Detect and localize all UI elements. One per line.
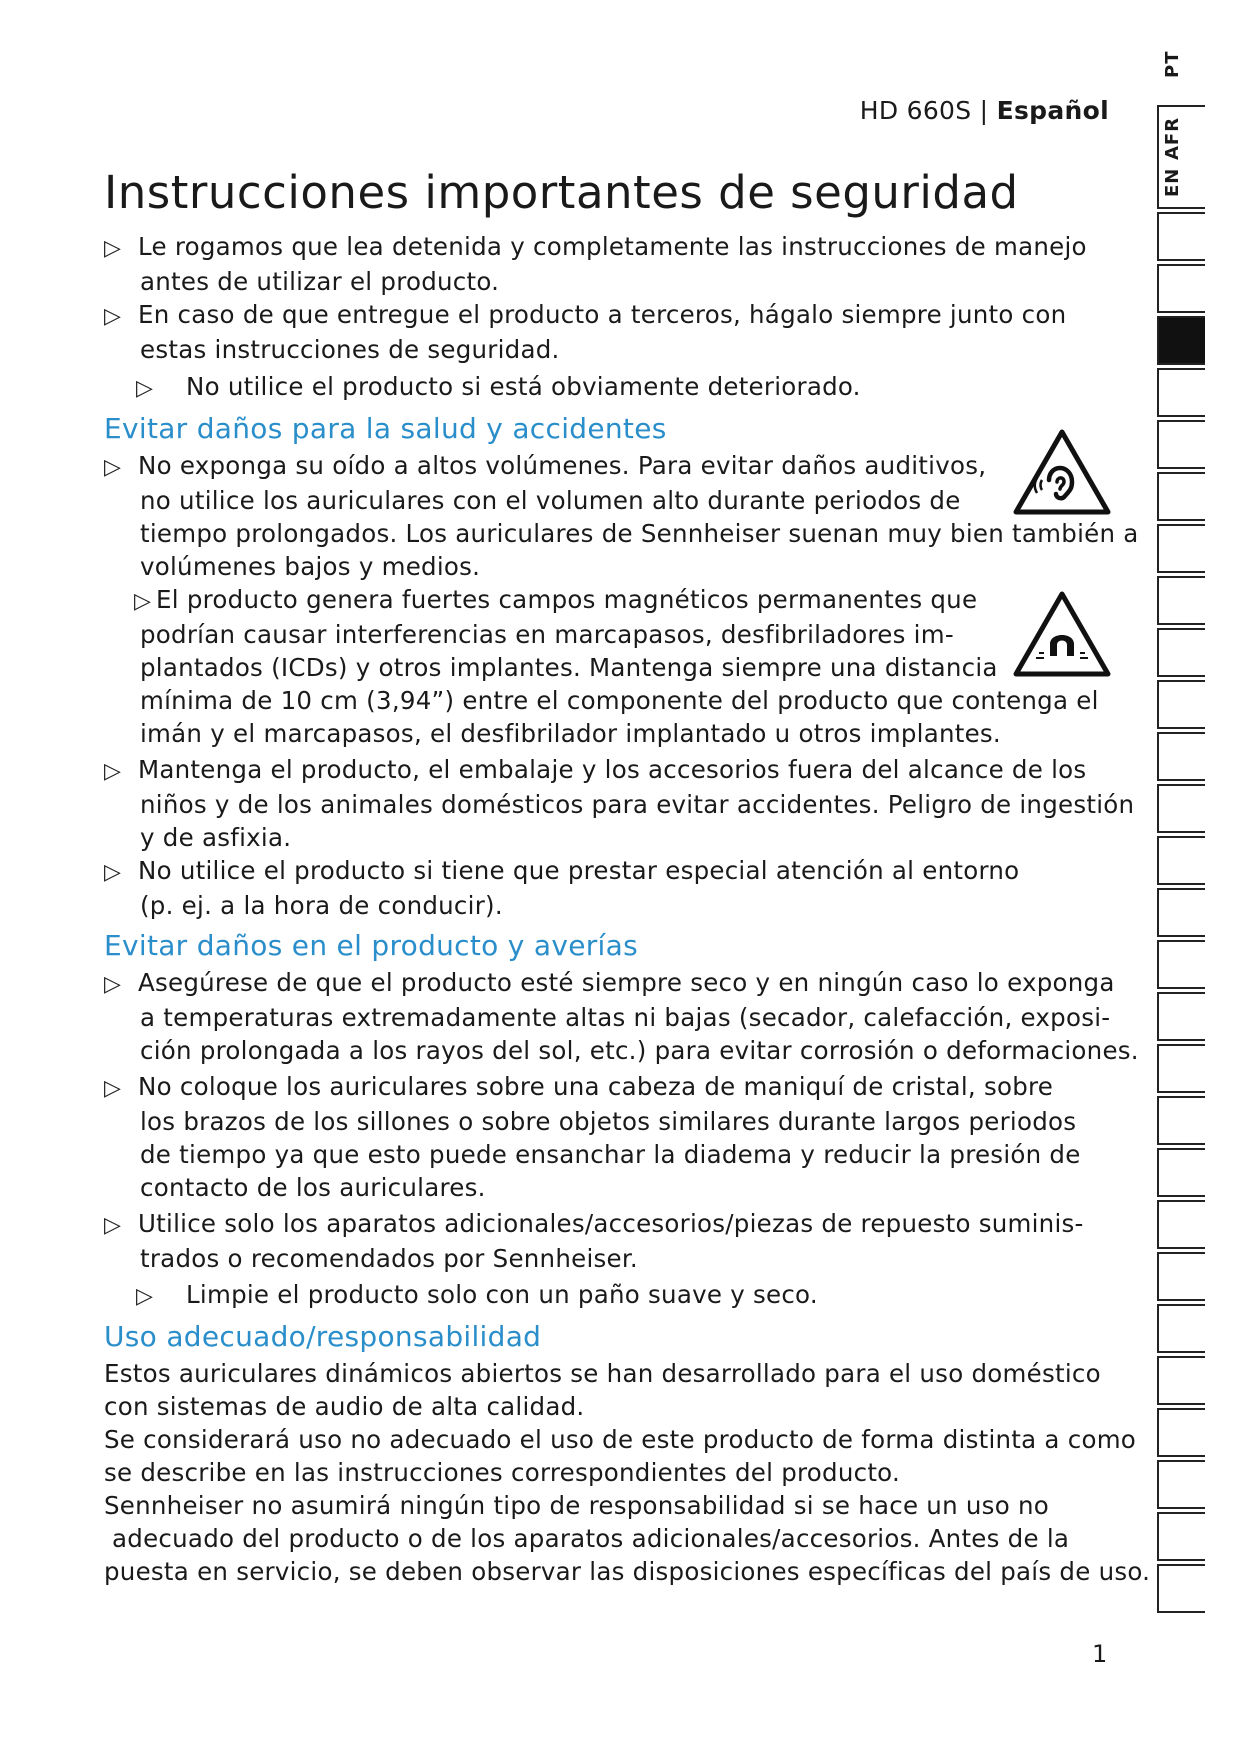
- tab-section[interactable]: [1157, 212, 1205, 261]
- tab-section[interactable]: [1157, 368, 1205, 417]
- tab-active[interactable]: [1157, 316, 1205, 365]
- bullet-icon: ▷: [104, 860, 122, 885]
- bullet-line: ▷ No utilice el producto si tiene que prestar especial atención al entorno: [104, 854, 1114, 889]
- text-line: imán y el marcapasos, el desfibrilador implantado u otros implantes.: [140, 719, 1001, 748]
- tab-section[interactable]: [1157, 420, 1205, 469]
- tab-section[interactable]: [1157, 1148, 1205, 1197]
- bullet-line: ▷ Asegúrese de que el producto esté siempre seco y en ningún caso lo exponga: [104, 966, 1114, 1001]
- text-line: mínima de 10 cm (3,94”) entre el componente del producto que contenga el: [140, 686, 1099, 715]
- tab-section[interactable]: [1157, 1096, 1205, 1145]
- bullet-line: ▷ No exponga su oído a altos volúmenes. Para evitar daños auditivos,: [104, 449, 1114, 484]
- tab-label-afr[interactable]: AFR: [1162, 116, 1183, 160]
- text-line: niños y de los animales domésticos para evitar accidentes. Peligro de ingestión: [140, 790, 1135, 819]
- section-heading-product: Evitar daños en el producto y averías: [104, 929, 638, 962]
- document-body: [104, 230, 1151, 1588]
- text-line: tiempo prolongados. Los auriculares de Sennheiser suenan muy bien también a: [140, 519, 1139, 548]
- side-tab-labels: [1160, 50, 1194, 210]
- bullet-icon: ▷: [104, 304, 122, 329]
- tab-section[interactable]: [1157, 992, 1205, 1041]
- bullet-line: ▷ El producto genera fuertes campos magnéticos permanentes que: [104, 583, 1114, 618]
- bullet-icon: ▷: [136, 1284, 154, 1309]
- tab-section[interactable]: [1157, 264, 1205, 313]
- tab-section[interactable]: [1157, 1408, 1205, 1457]
- text-line: volúmenes bajos y medios.: [140, 552, 481, 581]
- text-line: a temperaturas extremadamente altas ni bajas (secador, calefacción, exposi-: [140, 1003, 1111, 1032]
- tab-label-pt[interactable]: PT: [1162, 50, 1183, 78]
- bullet-icon: ▷: [134, 589, 152, 614]
- tab-section[interactable]: [1157, 1356, 1205, 1405]
- bullet-icon: ▷: [104, 1076, 122, 1101]
- text-line: adecuado del producto o de los aparatos adicionales/accesorios. Antes de la: [104, 1524, 1070, 1553]
- section-heading-health: Evitar daños para la salud y accidentes: [104, 412, 667, 445]
- bullet-line: ▷ Limpie el producto solo con un paño suave y seco.: [104, 1278, 1114, 1313]
- tab-section[interactable]: [1157, 1044, 1205, 1093]
- tab-section[interactable]: [1157, 680, 1205, 729]
- tab-section[interactable]: [1157, 940, 1205, 989]
- text-line: estas instrucciones de seguridad.: [140, 335, 560, 364]
- text-line: los brazos de los sillones o sobre objetos similares durante largos periodos: [140, 1107, 1077, 1136]
- bullet-line: ▷ Utilice solo los aparatos adicionales/accesorios/piezas de repuesto suminis-: [104, 1207, 1114, 1242]
- bullet-line: ▷ No coloque los auriculares sobre una cabeza de maniquí de cristal, sobre: [104, 1070, 1114, 1105]
- tab-section[interactable]: [1157, 836, 1205, 885]
- text-line: Estos auriculares dinámicos abiertos se han desarrollado para el uso doméstico: [104, 1359, 1101, 1388]
- tab-section[interactable]: [1157, 1304, 1205, 1353]
- tab-section[interactable]: [1157, 628, 1205, 677]
- tab-section[interactable]: [1157, 1512, 1205, 1561]
- language-tab-strip: [1157, 105, 1205, 1616]
- text-line: antes de utilizar el producto.: [140, 267, 500, 296]
- tab-section[interactable]: [1157, 784, 1205, 833]
- bullet-icon: ▷: [104, 1213, 122, 1238]
- bullet-icon: ▷: [104, 236, 122, 261]
- tab-section[interactable]: [1157, 472, 1205, 521]
- text-line: (p. ej. a la hora de conducir).: [140, 891, 503, 920]
- tab-section[interactable]: [1157, 1252, 1205, 1301]
- page-number: 1: [1092, 1640, 1108, 1668]
- text-line: de tiempo ya que esto puede ensanchar la diadema y reducir la presión de: [140, 1140, 1081, 1169]
- tab-section[interactable]: [1157, 888, 1205, 937]
- text-line: no utilice los auriculares con el volumen alto durante periodos de: [140, 486, 961, 515]
- language-label: Español: [996, 96, 1109, 125]
- section-heading-usage: Uso adecuado/responsabilidad: [104, 1320, 542, 1353]
- tab-section[interactable]: [1157, 576, 1205, 625]
- text-line: Sennheiser no asumirá ningún tipo de responsabilidad si se hace un uso no: [104, 1491, 1049, 1520]
- bullet-icon: ▷: [104, 455, 122, 480]
- running-header: [860, 96, 1109, 125]
- hearing-warning-icon: [1012, 428, 1112, 516]
- text-line: puesta en servicio, se deben observar las disposiciones específicas del país de uso.: [104, 1557, 1151, 1586]
- text-line: plantados (ICDs) y otros implantes. Mantenga siempre una distancia: [140, 653, 998, 682]
- text-line: trados o recomendados por Sennheiser.: [140, 1244, 638, 1273]
- text-line: y de asfixia.: [140, 823, 292, 852]
- bullet-line: ▷ Mantenga el producto, el embalaje y los accesorios fuera del alcance de los: [104, 753, 1114, 788]
- text-line: ción prolongada a los rayos del sol, etc.) para evitar corrosión o deformaciones.: [140, 1036, 1139, 1065]
- bullet-line: ▷ No utilice el producto si está obviamente deteriorado.: [104, 370, 1114, 405]
- text-line: con sistemas de audio de alta calidad.: [104, 1392, 585, 1421]
- magnetic-field-warning-icon: [1012, 590, 1112, 678]
- page-title: Instrucciones importantes de seguridad: [104, 166, 1019, 219]
- text-line: se describe en las instrucciones correspondientes del producto.: [104, 1458, 901, 1487]
- bullet-line: ▷ En caso de que entregue el producto a terceros, hágalo siempre junto con: [104, 298, 1114, 333]
- tab-section[interactable]: [1157, 1564, 1205, 1613]
- bullet-line: ▷ Le rogamos que lea detenida y completamente las instrucciones de manejo: [104, 230, 1114, 265]
- tab-section[interactable]: [1157, 1200, 1205, 1249]
- text-line: Se considerará uso no adecuado el uso de este producto de forma distinta a como: [104, 1425, 1137, 1454]
- model-name: HD 660S |: [859, 96, 989, 125]
- text-line: podrían causar interferencias en marcapasos, desfibriladores im-: [140, 620, 954, 649]
- text-line: contacto de los auriculares.: [140, 1173, 486, 1202]
- bullet-icon: ▷: [136, 376, 154, 401]
- tab-label-en[interactable]: EN: [1162, 167, 1183, 197]
- tab-section[interactable]: [1157, 1460, 1205, 1509]
- bullet-icon: ▷: [104, 759, 122, 784]
- bullet-icon: ▷: [104, 972, 122, 997]
- tab-section[interactable]: [1157, 524, 1205, 573]
- tab-section[interactable]: [1157, 732, 1205, 781]
